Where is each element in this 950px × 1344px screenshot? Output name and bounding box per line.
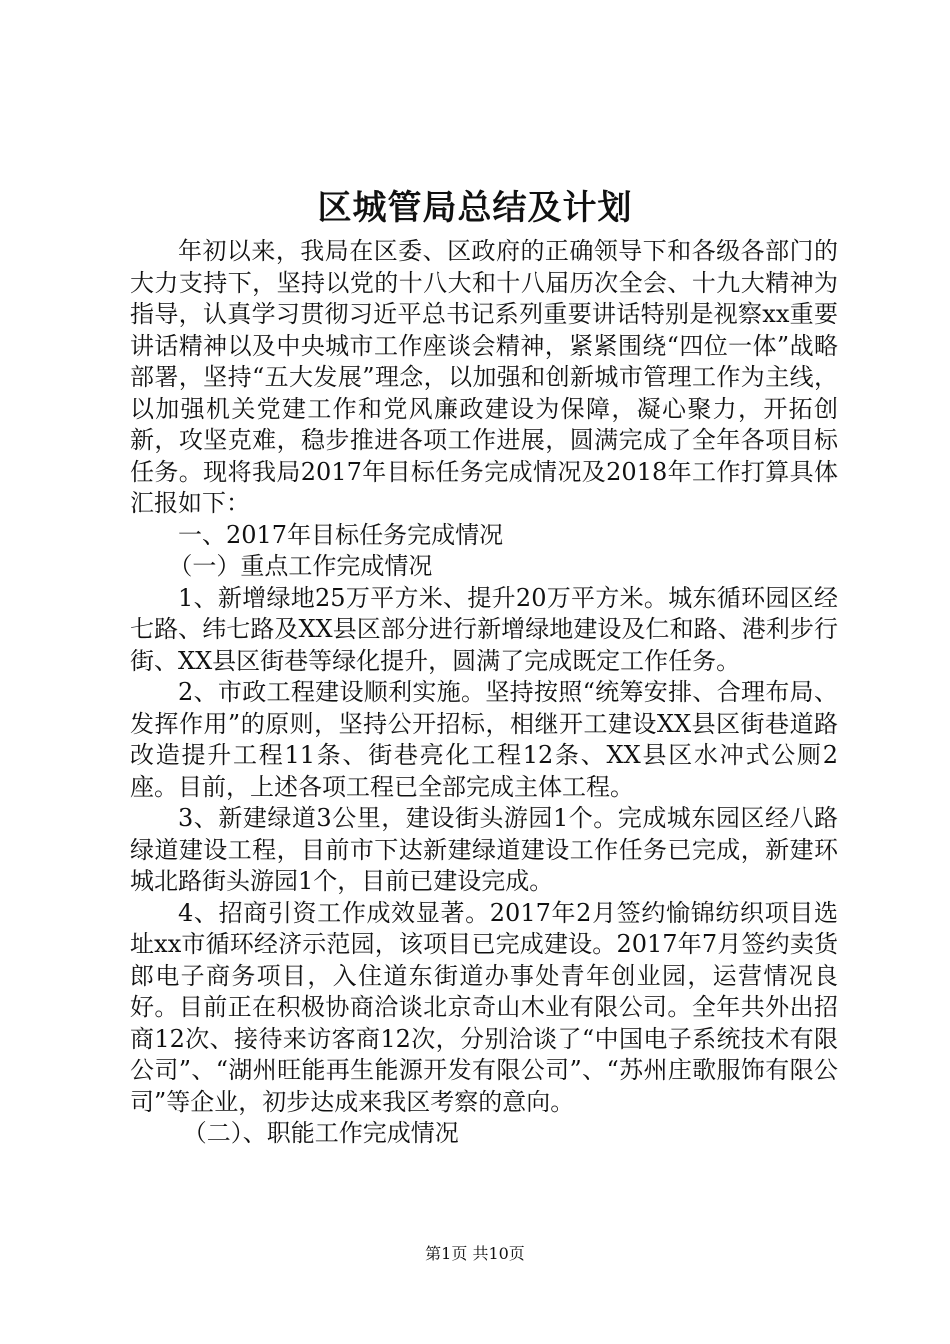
section-heading-1: 一、2017年目标任务完成情况 <box>178 520 504 549</box>
subsection-heading-2: （二）、职能工作完成情况 <box>182 1119 459 1147</box>
paragraph-item-3: 3、新建绿道3公里，建设街头游园1个。完成城东园区经八路绿道建设工程，目前市下达新建绿道建设工作任务已完成，新建环城北路街头游园1个，目前已建设完成。 <box>130 804 838 895</box>
paragraph-item-4: 4、招商引资工作成效显著。2017年2月签约愉锦纺织项目选址xx市循环经济示范园，该项目已完成建设。2017年7月签约卖货郎电子商务项目，入住道东街道办事处青年创业园，运营情况良好。目前正在积极协商洽谈北京奇山木业有限公司。全年共外出招商12次、接待来访客商12次，分别洽谈了“中国电子系统技术有限公司”、“湖州旺能再生能源开发有限公司”、“苏州庄歌服饰有限公司”等企业，初步达成来我区考察的意向。 <box>130 898 838 1116</box>
subsection-heading-1: （一）重点工作完成情况 <box>168 552 433 580</box>
page-footer: 第1页 共10页 <box>425 1244 525 1263</box>
paragraph-item-2: 2、市政工程建设顺利实施。坚持按照“统筹安排、合理布局、发挥作用”的原则，坚持公开招标，相继开工建设XX县区街巷道路改造提升工程11条、街巷亮化工程12条、XX县区水冲式公厕2座。目前，上述各项工程已全部完成主体工程。 <box>130 678 838 801</box>
document-body <box>130 236 838 1150</box>
document-title: 区城管局总结及计划 <box>317 188 633 228</box>
paragraph-intro: 年初以来，我局在区委、区政府的正确领导下和各级各部门的大力支持下，坚持以党的十八大和十八届历次全会、十九大精神为指导，认真学习贯彻习近平总书记系列重要讲话特别是视察xx重要讲话精神以及中央城市工作座谈会精神，紧紧围绕“四位一体”战略部署，坚持“五大发展”理念，以加强和创新城市管理工作为主线，以加强机关党建工作和党风廉政建设为保障，凝心聚力，开拓创新，攻坚克难，稳步推进各项工作进展，圆满完成了全年各项目标任务。现将我局2017年目标任务完成情况及2018年工作打算具体汇报如下： <box>130 237 838 517</box>
paragraph-item-1: 1、新增绿地25万平方米、提升20万平方米。城东循环园区经七路、纬七路及XX县区部分进行新增绿地建设及仁和路、港利步行街、XX县区街巷等绿化提升，圆满了完成既定工作任务。 <box>130 583 838 675</box>
